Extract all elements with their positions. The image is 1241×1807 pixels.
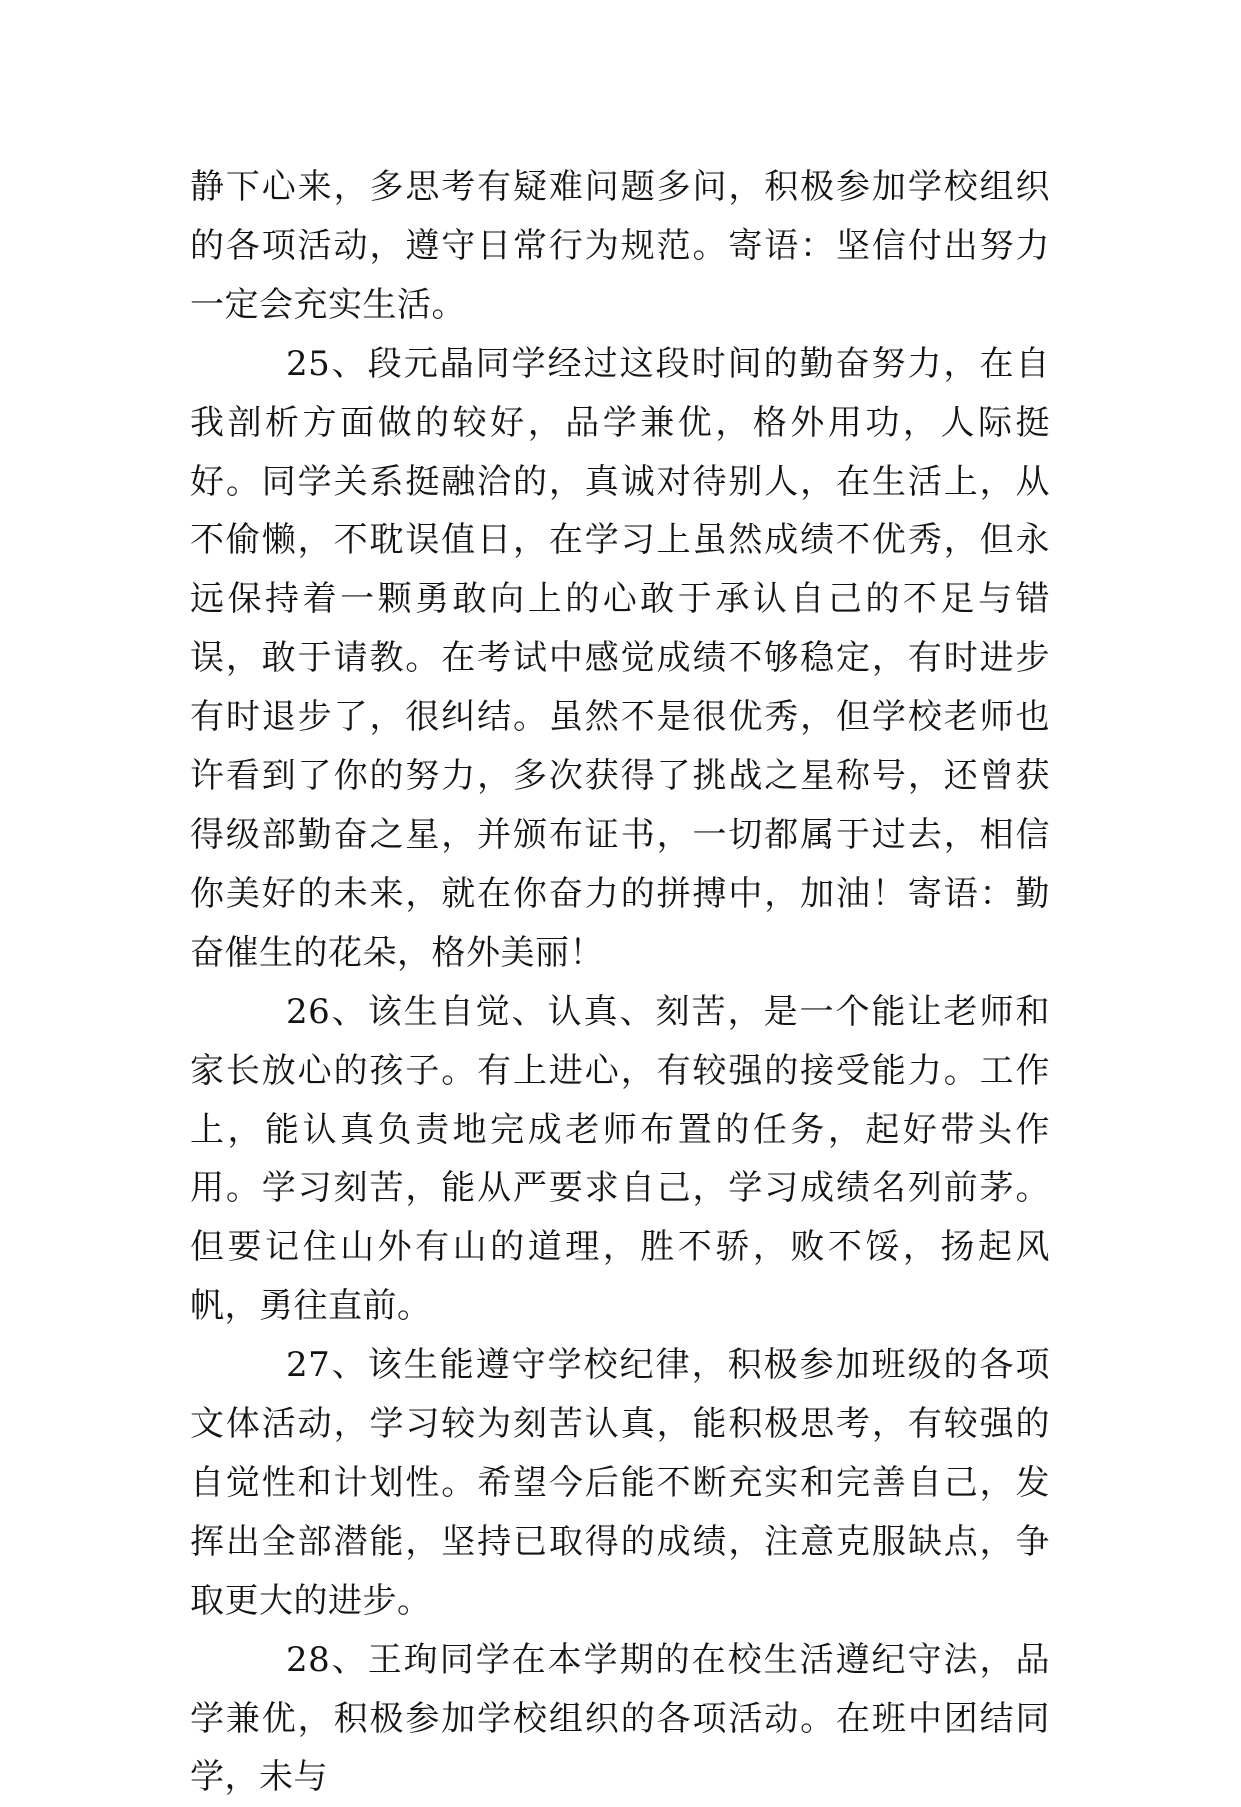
paragraph-27: 27、该生能遵守学校纪律，积极参加班级的各项文体活动，学习较为刻苦认真，能积极思考，有较强的自觉性和计划性。希望今后能不断充实和完善自己，发挥出全部潜能，坚持已取得的成绩，注意克服缺点，争取更大的进步。 bbox=[190, 1345, 1050, 1621]
paragraph-continuation: 静下心来，多思考有疑难问题多问，积极参加学校组织的各项活动，遵守日常行为规范。寄语：坚信付出努力一定会充实生活。 bbox=[190, 167, 1050, 325]
paragraph-25: 25、段元晶同学经过这段时间的勤奋努力，在自我剖析方面做的较好，品学兼优，格外用功，人际挺好。同学关系挺融洽的，真诚对待别人，在生活上，从不偷懒，不耽误值日，在学习上虽然成绩不优秀，但永远保持着一颗勇敢向上的心敢于承认自己的不足与错误，敢于请教。在考试中感觉成绩不够稳定，有时进步有时退步了，很纠结。虽然不是很优秀，但学校老师也许看到了你的努力，多次获得了挑战之星称号，还曾获得级部勤奋之星，并颁布证书，一切都属于过去，相信你美好的未来，就在你奋力的拼搏中，加油！寄语：勤奋催生的花朵，格外美丽！ bbox=[190, 343, 1050, 973]
paragraph-26: 26、该生自觉、认真、刻苦，是一个能让老师和家长放心的孩子。有上进心，有较强的接受能力。工作上，能认真负责地完成老师布置的任务，起好带头作用。学习刻苦，能从严要求自己，学习成绩名列前茅。但要记住山外有山的道理，胜不骄，败不馁，扬起风帆，勇往直前。 bbox=[190, 991, 1050, 1327]
document-body bbox=[190, 158, 1050, 1807]
paragraph-28: 28、王珣同学在本学期的在校生活遵纪守法，品学兼优，积极参加学校组织的各项活动。在班中团结同学，未与 bbox=[190, 1639, 1050, 1798]
